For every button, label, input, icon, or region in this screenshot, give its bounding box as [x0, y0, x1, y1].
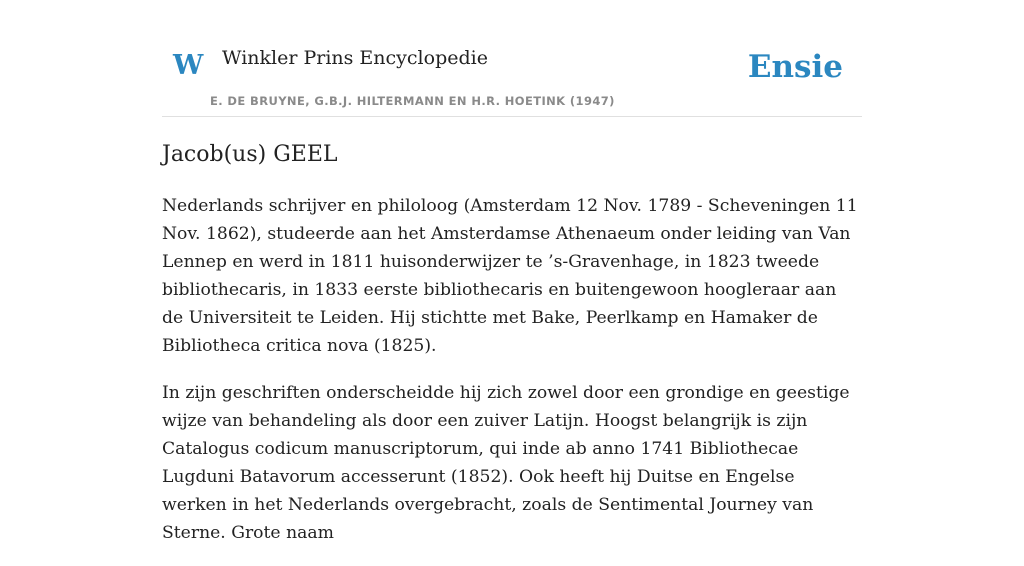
source-authors: E. DE BRUYNE, G.B.J. HILTERMANN EN H.R. HOETINK (1947) [210, 94, 615, 108]
article-title: Jacob(us) GEEL [162, 142, 338, 167]
article-paragraph: Nederlands schrijver en philoloog (Amsterdam 12 Nov. 1789 - Scheveningen 11 Nov. 1862), studeerde aan het Amsterdamse Athenaeum onder leiding van Van Lennep en werd in 1811 huisonderwijzer te ’s-Gravenhage, in 1823 tweede bibliothecaris, in 1833 eerste bibliothecaris en buitengewoon hoogleraar aan de Universiteit te Leiden. Hij stichtte met Bake, Peerlkamp en Hamaker de Bibliotheca critica nova (1825). [162, 196, 858, 356]
article-body [162, 192, 862, 566]
article-paragraph: In zijn geschriften onderscheidde hij zich zowel door een grondige en geestige wijze van behandeling als door een zuiver Latijn. Hoogst belangrijk is zijn Catalogus codicum manuscriptorum, qui inde ab anno 1741 Bibliothecae Lugduni Batavorum accesserunt (1852). Ook heeft hij Duitse en Engelse werken in het Nederlands overgebracht, zoals de Sentimental Journey van Sterne. Grote naam [162, 383, 850, 543]
source-title[interactable]: Winkler Prins Encyclopedie [222, 47, 488, 69]
source-logo[interactable]: W [173, 50, 204, 81]
page-header [162, 0, 862, 117]
ensie-logo-link[interactable]: Ensie [747, 49, 843, 85]
